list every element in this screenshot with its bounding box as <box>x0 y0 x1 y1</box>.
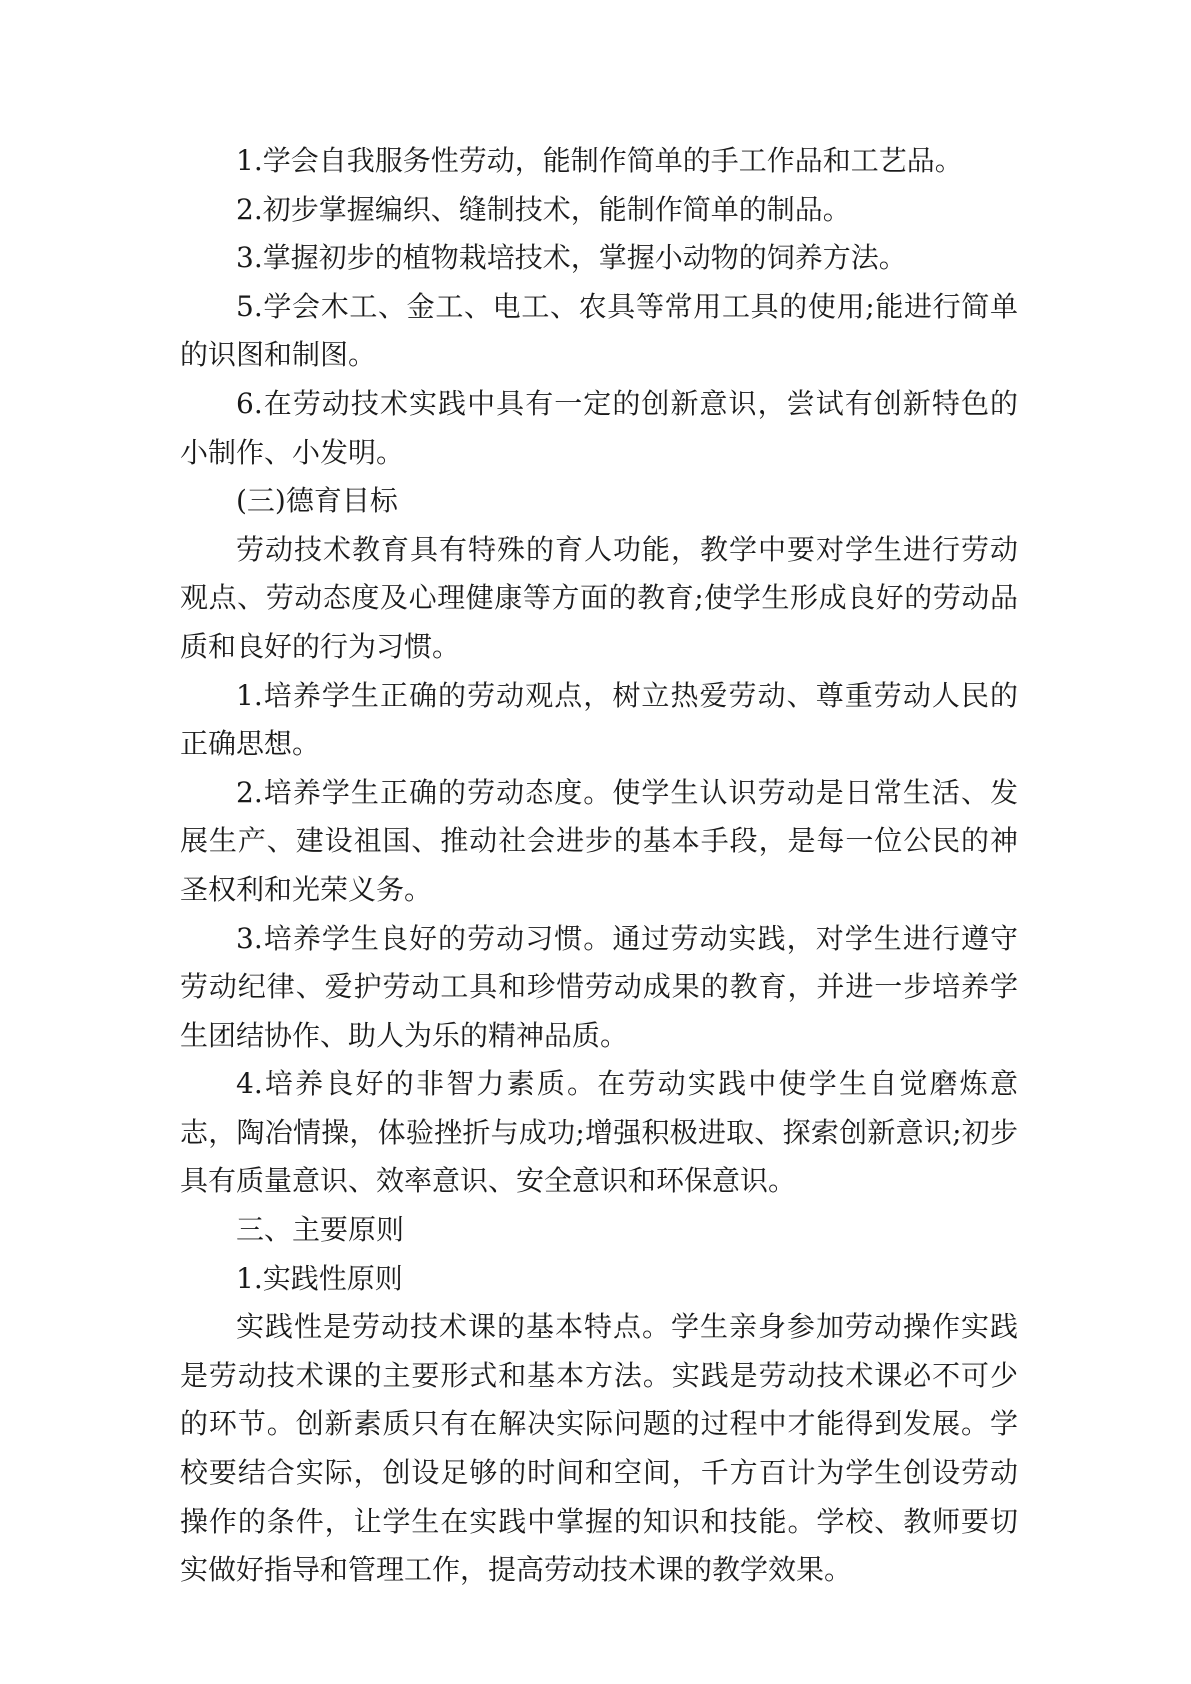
list-item: 1.学会自我服务性劳动，能制作简单的手工作品和工艺品。 <box>236 144 963 177</box>
document-page <box>180 137 1018 1595</box>
list-item: 5.学会木工、金工、电工、农具等常用工具的使用;能进行简单的识图和制图。 <box>180 289 1018 372</box>
list-item: 3.掌握初步的植物栽培技术，掌握小动物的饲养方法。 <box>236 241 907 275</box>
list-item: 2.培养学生正确的劳动态度。使学生认识劳动是日常生活、发展生产、建设祖国、推动社会进步的基本手段，是每一位公民的神圣权利和光荣义务。 <box>180 775 1018 906</box>
list-item: 6.在劳动技术实践中具有一定的创新意识，尝试有创新特色的小制作、小发明。 <box>180 386 1018 469</box>
list-item: 2.初步掌握编织、缝制技术，能制作简单的制品。 <box>236 192 851 226</box>
section-heading: (三)德育目标 <box>236 484 398 518</box>
section-heading: 三、主要原则 <box>236 1213 405 1247</box>
list-item: 3.培养学生良好的劳动习惯。通过劳动实践，对学生进行遵守劳动纪律、爱护劳动工具和珍惜劳动成果的教育，并进一步培养学生团结协作、助人为乐的精神品质。 <box>180 921 1018 1052</box>
body-paragraph: 劳动技术教育具有特殊的育人功能，教学中要对学生进行劳动观点、劳动态度及心理健康等方面的教育;使学生形成良好的劳动品质和良好的行为习惯。 <box>180 532 1018 663</box>
list-item: 1.培养学生正确的劳动观点，树立热爱劳动、尊重劳动人民的正确思想。 <box>180 678 1018 761</box>
body-paragraph: 实践性是劳动技术课的基本特点。学生亲身参加劳动操作实践是劳动技术课的主要形式和基本方法。实践是劳动技术课必不可少的环节。创新素质只有在解决实际问题的过程中才能得到发展。学校要结合实际，创设足够的时间和空间，千方百计为学生创设劳动操作的条件，让学生在实践中掌握的知识和技能。学校、教师要切实做好指导和管理工作，提高劳动技术课的教学效果。 <box>180 1310 1018 1587</box>
list-item: 4.培养良好的非智力素质。在劳动实践中使学生自觉磨炼意志，陶冶情操，体验挫折与成功;增强积极进取、探索创新意识;初步具有质量意识、效率意识、安全意识和环保意识。 <box>180 1067 1018 1198</box>
subsection-heading: 1.实践性原则 <box>236 1261 403 1295</box>
